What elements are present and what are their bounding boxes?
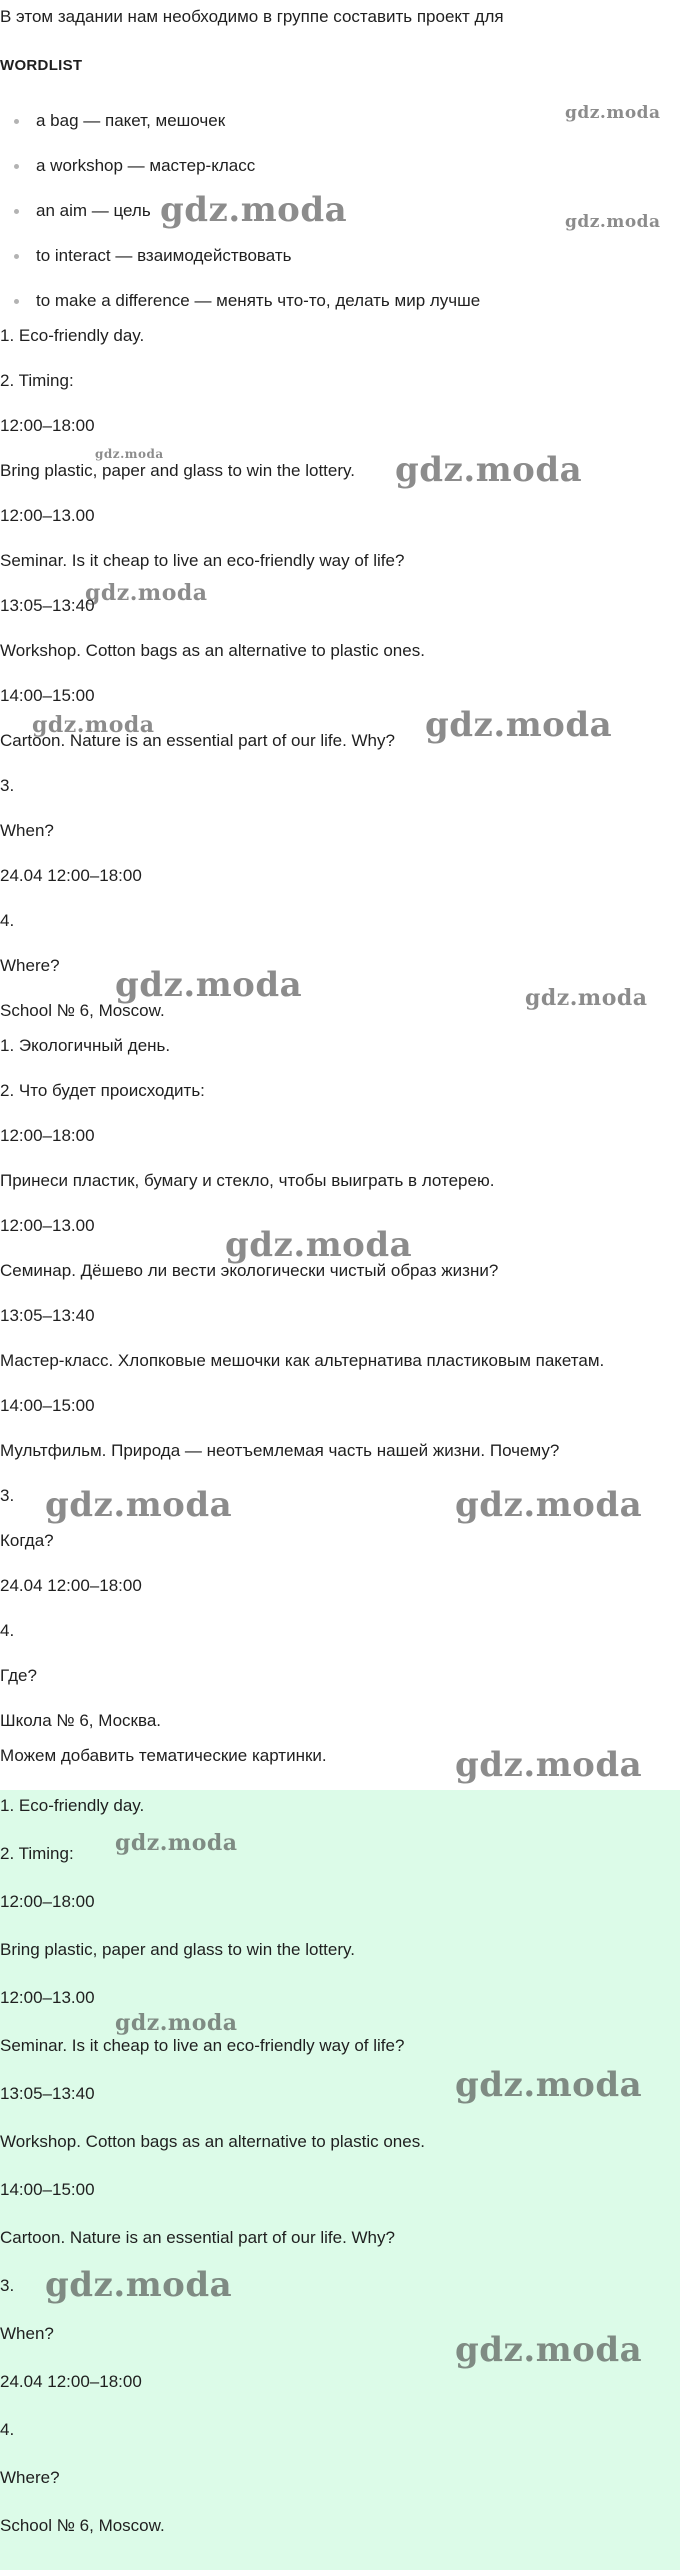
watermark-logo: gdz.moda xyxy=(115,965,303,1005)
russian-line: 1. Экологичный день. xyxy=(0,1036,171,1055)
wordlist-item: a bag — пакет, мешочек xyxy=(36,111,226,130)
russian-line: Принеси пластик, бумагу и стекло, чтобы выиграть в лотерею. xyxy=(0,1171,495,1190)
english-line: Cartoon. Nature is an essential part of our life. Why? xyxy=(0,731,395,750)
watermark-logo: gdz.moda xyxy=(85,580,208,606)
watermark-logo: gdz.moda xyxy=(32,712,155,738)
english-line: 12:00–18:00 xyxy=(0,416,95,435)
english-line: 14:00–15:00 xyxy=(0,686,95,705)
green-line: 12:00–13.00 xyxy=(0,1988,95,2007)
bullet-icon xyxy=(14,209,19,214)
wordlist-item: to interact — взаимодействовать xyxy=(36,246,292,265)
russian-line: 3. xyxy=(0,1486,15,1505)
wordlist-item: an aim — цель xyxy=(36,201,151,220)
watermark-logo: gdz.moda xyxy=(115,2010,238,2036)
russian-line: Семинар. Дёшево ли вести экологически чистый образ жизни? xyxy=(0,1261,499,1280)
watermark-logo: gdz.moda xyxy=(455,2065,643,2105)
green-line: Where? xyxy=(0,2468,60,2487)
russian-line: Школа № 6, Москва. xyxy=(0,1711,162,1730)
english-line: 1. Eco-friendly day. xyxy=(0,326,145,345)
english-line: 24.04 12:00–18:00 xyxy=(0,866,142,885)
watermark-logo: gdz.moda xyxy=(455,1745,643,1785)
english-line: 3. xyxy=(0,776,15,795)
watermark-logo: gdz.moda xyxy=(95,447,164,461)
russian-line: 24.04 12:00–18:00 xyxy=(0,1576,142,1595)
english-line: Seminar. Is it cheap to live an eco-friendly way of life? xyxy=(0,551,405,570)
russian-line: 12:00–18:00 xyxy=(0,1126,95,1145)
green-line: 1. Eco-friendly day. xyxy=(0,1796,145,1815)
watermark-logo: gdz.moda xyxy=(395,450,583,490)
russian-line: Когда? xyxy=(0,1531,54,1550)
green-line: 24.04 12:00–18:00 xyxy=(0,2372,142,2391)
english-line: Where? xyxy=(0,956,60,975)
russian-line: Мастер-класс. Хлопковые мешочки как альтернатива пластиковым пакетам. xyxy=(0,1351,605,1370)
green-line: 13:05–13:40 xyxy=(0,2084,95,2103)
green-line: 2. Timing: xyxy=(0,1844,74,1863)
russian-line: Мультфильм. Природа — неотъемлемая часть нашей жизни. Почему? xyxy=(0,1441,560,1460)
highlight-block xyxy=(0,1790,680,2570)
english-line: Workshop. Cotton bags as an alternative to plastic ones. xyxy=(0,641,425,660)
russian-line: Можем добавить тематические картинки. xyxy=(0,1746,327,1765)
watermark-logo: gdz.moda xyxy=(565,103,661,123)
green-line: Workshop. Cotton bags as an alternative to plastic ones. xyxy=(0,2132,425,2151)
russian-line: 2. Что будет происходить: xyxy=(0,1081,205,1100)
wordlist-heading: WORDLIST xyxy=(0,57,83,74)
watermark-logo: gdz.moda xyxy=(425,705,613,745)
watermark-logo: gdz.moda xyxy=(160,190,348,230)
green-line: School № 6, Moscow. xyxy=(0,2516,165,2535)
english-line: 2. Timing: xyxy=(0,371,74,390)
watermark-logo: gdz.moda xyxy=(115,1830,238,1856)
english-line: When? xyxy=(0,821,54,840)
watermark-logo: gdz.moda xyxy=(455,2330,643,2370)
russian-line: 13:05–13:40 xyxy=(0,1306,95,1325)
bullet-icon xyxy=(14,299,19,304)
intro-text: В этом задании нам необходимо в группе составить проект для xyxy=(0,7,504,26)
green-line: 3. xyxy=(0,2276,15,2295)
english-line: 13:05–13:40 xyxy=(0,596,95,615)
watermark-logo: gdz.moda xyxy=(565,212,661,232)
watermark-logo: gdz.moda xyxy=(45,1485,233,1525)
watermark-logo: gdz.moda xyxy=(45,2265,233,2305)
wordlist-item: to make a difference — менять что-то, делать мир лучше xyxy=(36,291,481,310)
russian-line: 4. xyxy=(0,1621,15,1640)
russian-line: 14:00–15:00 xyxy=(0,1396,95,1415)
english-line: School № 6, Moscow. xyxy=(0,1001,165,1020)
english-line: 4. xyxy=(0,911,15,930)
russian-line: 12:00–13.00 xyxy=(0,1216,95,1235)
green-line: 4. xyxy=(0,2420,15,2439)
green-line: 14:00–15:00 xyxy=(0,2180,95,2199)
english-line: Bring plastic, paper and glass to win the lottery. xyxy=(0,461,355,480)
bullet-icon xyxy=(14,254,19,259)
green-line: Seminar. Is it cheap to live an eco-friendly way of life? xyxy=(0,2036,405,2055)
green-line: 12:00–18:00 xyxy=(0,1892,95,1911)
bullet-icon xyxy=(14,119,19,124)
green-line: Cartoon. Nature is an essential part of our life. Why? xyxy=(0,2228,395,2247)
watermark-logo: gdz.moda xyxy=(525,985,648,1011)
watermark-logo: gdz.moda xyxy=(455,1485,643,1525)
green-line: When? xyxy=(0,2324,54,2343)
english-line: 12:00–13.00 xyxy=(0,506,95,525)
russian-line: Где? xyxy=(0,1666,37,1685)
watermark-logo: gdz.moda xyxy=(225,1225,413,1265)
green-line: Bring plastic, paper and glass to win the lottery. xyxy=(0,1940,355,1959)
wordlist-item: a workshop — мастер-класс xyxy=(36,156,256,175)
bullet-icon xyxy=(14,164,19,169)
